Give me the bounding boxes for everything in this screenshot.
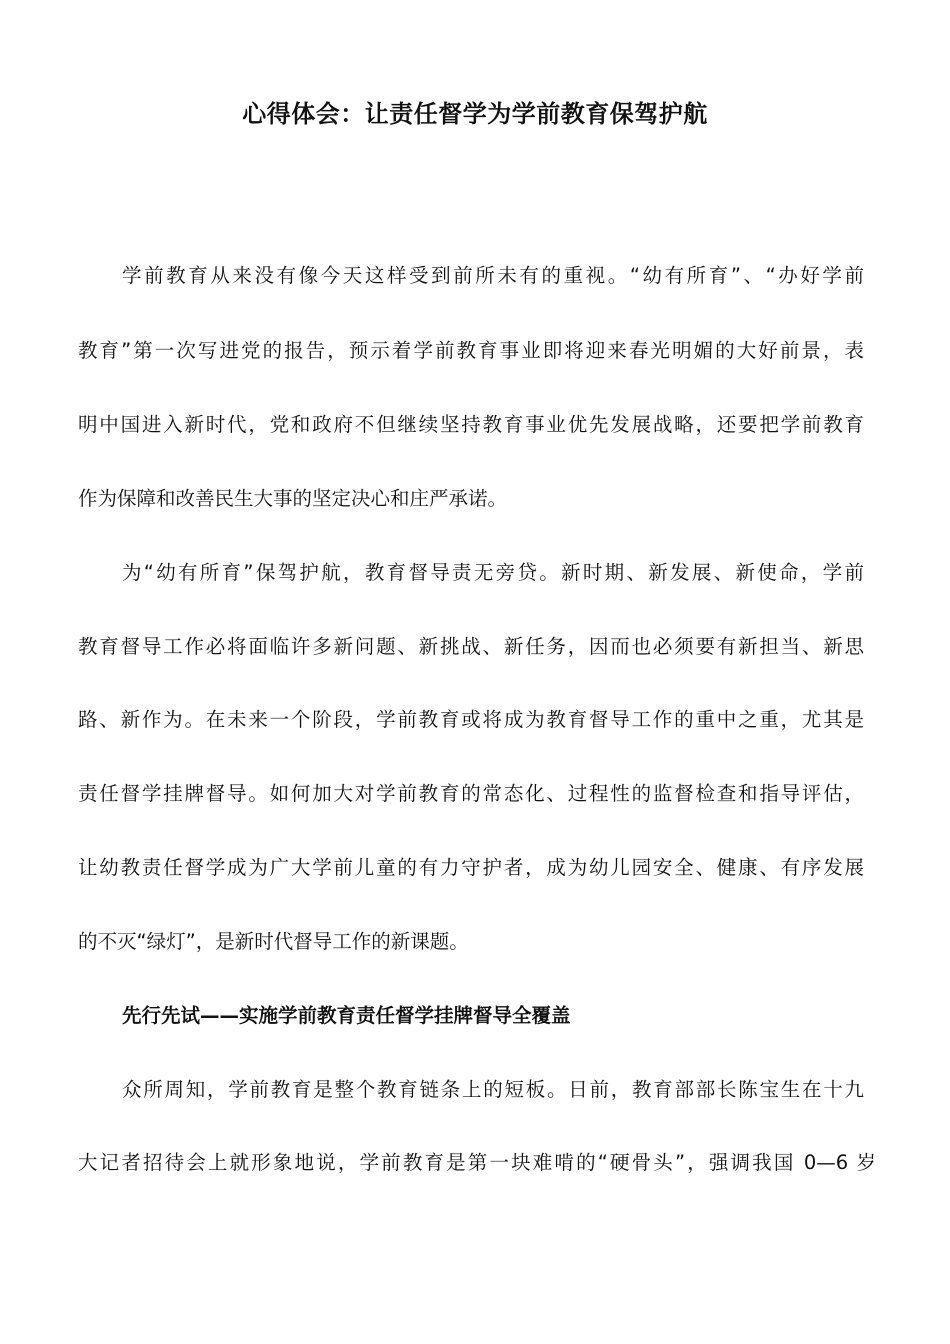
paragraph-2-line-1: 为“幼有所育”保驾护航，教育督导责无旁贷。新时期、新发展、新使命，学前 (122, 561, 864, 584)
paragraph-3-line-1: 众所周知，学前教育是整个教育链条上的短板。日前，教育部部长陈宝生在十九 (122, 1078, 864, 1101)
paragraph-2-line-4: 责任督学挂牌督导。如何加大对学前教育的常态化、过程性的监督检查和指导评估， (78, 782, 864, 805)
paragraph-1-line-1: 学前教育从来没有像今天这样受到前所未有的重视。“幼有所育”、“办好学前 (122, 264, 864, 287)
paragraph-2-line-6: 的不灭“绿灯”，是新时代督导工作的新课题。 (78, 930, 469, 953)
document-title: 心得体会：让责任督学为学前教育保驾护航 (242, 100, 708, 128)
paragraph-2-line-3: 路、新作为。在未来一个阶段，学前教育或将成为教育督导工作的重中之重，尤其是 (78, 708, 864, 731)
paragraph-1-line-2: 教育”第一次写进党的报告，预示着学前教育事业即将迎来春光明媚的大好前景，表 (78, 339, 864, 362)
paragraph-2-line-5: 让幼教责任督学成为广大学前儿童的有力守护者，成为幼儿园安全、健康、有序发展 (78, 856, 864, 879)
paragraph-2-line-2: 教育督导工作必将面临许多新问题、新挑战、新任务，因而也必须要有新担当、新思 (78, 635, 864, 658)
paragraph-1-line-4: 作为保障和改善民生大事的坚定决心和庄严承诺。 (78, 487, 508, 510)
section-heading: 先行先试——实施学前教育责任督学挂牌督导全覆盖 (122, 1004, 571, 1027)
paragraph-1-line-3: 明中国进入新时代，党和政府不但继续坚持教育事业优先发展战略，还要把学前教育 (78, 413, 864, 436)
paragraph-3-line-2: 大记者招待会上就形象地说，学前教育是第一块难啃的“硬骨头”，强调我国 0—6 岁 (78, 1151, 876, 1174)
